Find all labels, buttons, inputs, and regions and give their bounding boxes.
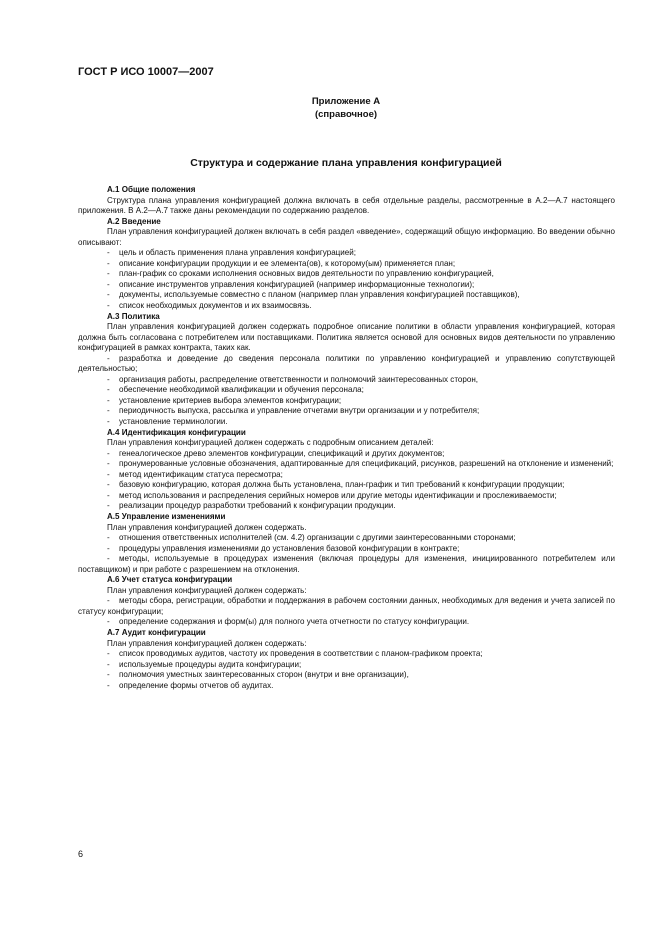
- list-dash: -: [107, 680, 110, 690]
- appendix-type: (справочное): [314, 109, 378, 120]
- list-item-text: определение формы отчетов об аудитах.: [119, 680, 274, 690]
- list-item-text: документы, используемые совместно с планом (например план управления конфигурацией поставщиков),: [119, 290, 520, 300]
- list-item: [78, 406, 615, 417]
- list-item-text: полномочия уместных заинтересованных сторон (внутри и вне организации),: [119, 670, 409, 680]
- subsection-heading: А.7 Аудит конфигурации: [107, 627, 206, 637]
- list-dash: -: [107, 258, 110, 268]
- list-item-text: методы сбора, регистрации, обработки и поддержания в рабочем состоянии данных, необходимых для ведения и учета записей по статусу конфигурации;: [78, 596, 615, 616]
- list-item: [78, 290, 615, 301]
- list-dash: -: [107, 543, 110, 553]
- list-item-text: организация работы, распределение ответственности и полномочий заинтересованных сторон,: [119, 374, 479, 384]
- section-title: Структура и содержание плана управления конфигурацией: [190, 157, 502, 169]
- list-item-text: список проводимых аудитов, частоту их проведения в соответствии с планом-графиком проекта;: [119, 649, 483, 659]
- list-item: [78, 670, 615, 681]
- list-item: [78, 280, 615, 291]
- list-item: [78, 385, 615, 396]
- list-item-text: периодичность выпуска, рассылка и управление отчетами внутри организации и у потребителя;: [119, 406, 480, 416]
- list-item: [78, 533, 615, 544]
- paragraph: План управления конфигурацией должен содержать с подробным описанием деталей:: [107, 438, 434, 448]
- list-item: [78, 396, 615, 407]
- list-item: [78, 649, 615, 660]
- list-dash: -: [107, 659, 110, 669]
- list-dash: -: [107, 469, 110, 479]
- list-dash: -: [107, 448, 110, 458]
- list-item: [78, 491, 615, 502]
- list-item: [78, 660, 615, 671]
- list-item-text: цель и область применения плана управления конфигурацией;: [119, 248, 356, 258]
- list-item: [78, 596, 615, 617]
- document-header: ГОСТ Р ИСО 10007—2007: [78, 66, 214, 78]
- list-item-text: план-график со сроками исполнения основных видов деятельности по управлению конфигурацией,: [119, 269, 494, 279]
- list-dash: -: [107, 290, 110, 300]
- subsection-heading: А.6 Учет статуса конфигурации: [107, 575, 233, 585]
- list-dash: -: [107, 670, 110, 680]
- list-dash: -: [107, 385, 110, 395]
- list-dash: -: [107, 480, 110, 490]
- list-dash: -: [107, 596, 110, 606]
- list-item-text: используемые процедуры аудита конфигурации;: [119, 659, 302, 669]
- list-item: [78, 617, 615, 628]
- subsection-heading: А.5 Управление изменениями: [107, 511, 226, 521]
- list-dash: -: [107, 374, 110, 384]
- list-item-text: разработка и доведение до сведения персонала политики по управлению конфигурацией и управлению сопутствующей деятельностью;: [78, 353, 615, 374]
- list-item-text: метод идентификацим статуса пересмотра;: [119, 469, 283, 479]
- list-item: [78, 417, 615, 428]
- list-item: [78, 375, 615, 386]
- list-dash: -: [107, 269, 110, 279]
- paragraph: План управления конфигурацией должен включать в себя раздел «введение», содержащий общую информацию. Во введении обычно описывают:: [78, 227, 615, 247]
- list-item-text: реализации процедур разработки требований к конфигурации продукции.: [119, 501, 396, 511]
- list-item: [78, 248, 615, 259]
- paragraph: План управления конфигурацией должен содержать:: [107, 638, 307, 648]
- list-item: [78, 459, 615, 470]
- subsection-heading: А.2 Введение: [107, 216, 161, 226]
- list-dash: -: [107, 554, 110, 564]
- list-item: [78, 480, 615, 491]
- document-body: [78, 185, 615, 691]
- list-dash: -: [107, 353, 110, 363]
- subsection-heading: А.1 Общие положения: [107, 185, 196, 194]
- list-item: [78, 554, 615, 575]
- list-dash: -: [107, 248, 110, 258]
- list-dash: -: [107, 533, 110, 543]
- paragraph: План управления конфигурацией должен содержать.: [107, 522, 307, 532]
- list-dash: -: [107, 501, 110, 511]
- list-dash: -: [107, 406, 110, 416]
- paragraph: План управления конфигурацией должен содержать подробное описание политики в области управления конфигурацией, которая должна быть согласована с потребителем или поставщиками. Политика является основой для основных видов деятельности по управлению конфигурацией в рамках контракта, таких как.: [78, 322, 615, 353]
- list-dash: -: [107, 395, 110, 405]
- list-item-text: обеспечение необходимой квалификации и обучения персонала;: [119, 385, 364, 395]
- list-item-text: определение содержания и форм(ы) для полного учета отчетности по статусу конфигурации.: [119, 617, 470, 627]
- list-item-text: генеалогическое древо элементов конфигурации, спецификаций и других документов;: [119, 448, 445, 458]
- list-item-text: описание конфигурации продукции и ее элемента(ов), к которому(ым) применяется план;: [119, 258, 456, 268]
- paragraph: Структура плана управления конфигурацией должна включать в себя отдельные разделы, рассмотренные в А.2—А.7 настоящего приложения. В А.2—А.7 также даны рекомендации по содержанию разделов.: [78, 195, 615, 216]
- list-item: [78, 259, 615, 270]
- list-dash: -: [107, 301, 110, 311]
- list-dash: -: [107, 617, 110, 627]
- list-item: [78, 354, 615, 375]
- list-item-text: метод использования и распределения серийных номеров или другие методы идентификации и прослеживаемости;: [119, 490, 557, 500]
- subsection-heading: А.4 Идентификация конфигурации: [107, 427, 246, 437]
- list-dash: -: [107, 279, 110, 289]
- list-dash: -: [107, 490, 110, 500]
- list-item: [78, 269, 615, 280]
- paragraph: План управления конфигурацией должен содержать:: [107, 585, 307, 595]
- list-dash: -: [107, 417, 110, 427]
- list-item-text: пронумерованные условные обозначения, адаптированные для спецификаций, рисунков, разрешений на отклонение и изменений;: [119, 459, 614, 469]
- appendix-label: Приложение А: [311, 96, 381, 107]
- list-item-text: процедуры управления изменениями до установления базовой конфигурации в контракте;: [119, 543, 460, 553]
- subsection-heading: А.3 Политика: [107, 311, 160, 321]
- list-item-text: список необходимых документов и их взаимосвязь.: [119, 301, 312, 311]
- page-number: 6: [78, 849, 84, 859]
- list-dash: -: [107, 649, 110, 659]
- list-item: [78, 544, 615, 555]
- list-item-text: методы, используемые в процедурах изменения (включая процедуры для изменения, инициированного потребителем или поставщиком) и при работе с разрешением на отклонения.: [78, 554, 615, 574]
- list-item-text: установление терминологии.: [119, 417, 228, 427]
- list-item: [78, 501, 615, 512]
- list-item-text: базовую конфигурацию, которая должна быть установлена, план-график и тип требований к конфигурации продукции;: [119, 480, 565, 490]
- list-item-text: установление критериев выбора элементов конфигурации;: [119, 395, 342, 405]
- list-item: [78, 449, 615, 460]
- list-dash: -: [107, 459, 110, 469]
- list-item: [78, 681, 615, 692]
- list-item-text: отношения ответственных исполнителей (см. 4.2) организации с другими заинтересованными сторонами;: [119, 533, 516, 543]
- list-item-text: описание инструментов управления конфигурацией (например информационные технологии);: [119, 279, 475, 289]
- list-item: [78, 470, 615, 481]
- list-item: [78, 301, 615, 312]
